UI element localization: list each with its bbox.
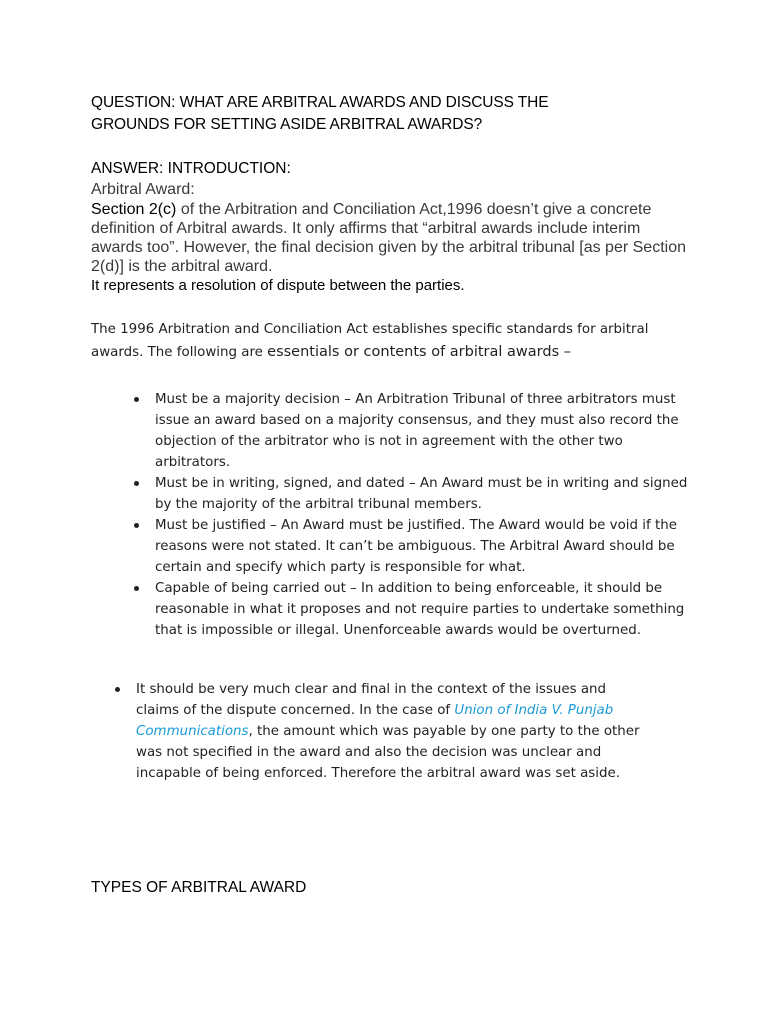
intro-text: of the Arbitration and Conciliation Act,1996 doesn’t give a concrete definition of Arbitral awards. It only affirms that “arbitral awards include interim awards too”. However, the final decision given by the arbitral tribunal [as per Section 2(d)] is the arbitral award. — [91, 201, 686, 275]
standards-paragraph — [91, 318, 681, 364]
list-item-text: Must be justified – An Award must be justified. The Award would be void if the reasons were not stated. It can’t be ambiguous. The Arbitral Award should be certain and specify which party is responsible for what. — [155, 518, 677, 575]
list-item-text: Must be a majority decision – An Arbitration Tribunal of three arbitrators must issue an award based on a majority consensus, and they must also record the objection of the arbitrator who is not in agreement with the other two arbitrators. — [155, 392, 679, 470]
list-item-text: Capable of being carried out – In addition to being enforceable, it should be reasonable in what it proposes and not require parties to undertake something that is impossible or illegal. Unenforceable awards would be overturned. — [155, 581, 685, 638]
answer-heading: ANSWER: INTRODUCTION: — [91, 160, 291, 177]
list-item — [112, 679, 652, 784]
intro-paragraph — [91, 200, 691, 276]
list-item — [131, 473, 691, 515]
resolution-statement: It represents a resolution of dispute between the parties. — [91, 277, 465, 294]
essentials-list — [131, 389, 691, 641]
list-item — [131, 515, 691, 578]
section-reference: Section 2(c) — [91, 201, 177, 218]
question-line-1: QUESTION: WHAT ARE ARBITRAL AWARDS AND DISCUSS THE — [91, 94, 549, 111]
bullet-icon — [134, 481, 139, 486]
clarity-text-before: It should be very much clear and final in the context of the issues and claims of the dispute concerned. In the case of — [136, 682, 607, 718]
standards-text: The 1996 Arbitration and Conciliation Act establishes specific standards for arbitral awards. The following are — [91, 322, 649, 360]
list-item-text: Must be in writing, signed, and dated – An Award must be in writing and signed by the majority of the arbitral tribunal members. — [155, 476, 688, 512]
clarity-list — [112, 679, 652, 784]
bullet-icon — [115, 687, 120, 692]
bullet-icon — [134, 586, 139, 591]
essentials-phrase: essentials or contents of arbitral awards – — [267, 344, 571, 360]
clarity-text-after: , the amount which was payable by one party to the other was not specified in the award and also the decision was unclear and incapable of being enforced. Therefore the arbitral award was set aside. — [136, 724, 640, 781]
bullet-icon — [134, 397, 139, 402]
bullet-icon — [134, 523, 139, 528]
types-heading: TYPES OF ARBITRAL AWARD — [91, 879, 307, 896]
arbitral-award-label: Arbitral Award: — [91, 181, 195, 198]
list-item — [131, 389, 691, 473]
question-line-2: GROUNDS FOR SETTING ASIDE ARBITRAL AWARDS? — [91, 116, 483, 133]
question-heading — [91, 92, 691, 136]
list-item — [131, 578, 691, 641]
case-link[interactable]: Union of India V. Punjab Communications — [136, 703, 614, 739]
